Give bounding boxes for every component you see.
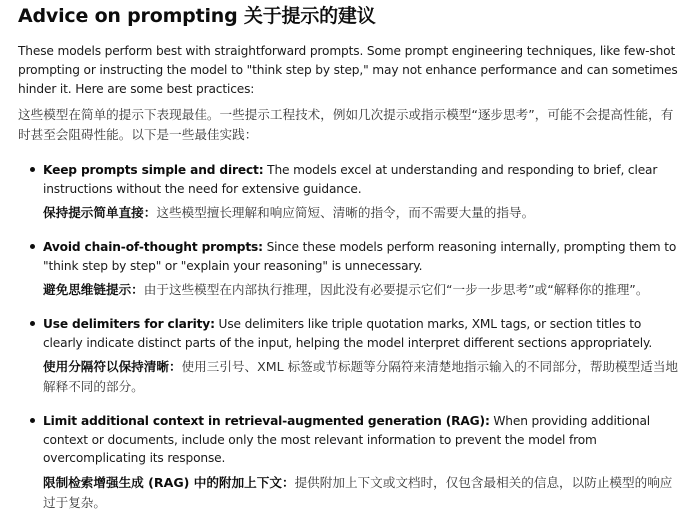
practice-body-zh: 提供附加上下文或文档时，仅包含最相关的信息，以防止模型的响应过于复杂。 (43, 474, 673, 510)
practice-english (43, 161, 683, 198)
bullet-icon (30, 321, 35, 326)
bullet-icon (30, 167, 35, 172)
page-title: Advice on prompting 关于提示的建议 (18, 5, 376, 27)
intro-paragraph-chinese: 这些模型在简单的提示下表现最佳。一些提示工程技术，例如几次提示或指示模型“逐步思考”，可能不会提高性能，有时甚至会阻碍性能。以下是一些最佳实践： (18, 107, 674, 142)
list-item-keep-prompts-simple (18, 161, 690, 223)
practice-heading-zh: 避免思维链提示： (43, 282, 144, 297)
practice-body: The models excel at understanding and responding to brief, clear instructions without the need for extensive guidance. (43, 163, 658, 196)
practice-body: Use delimiters like triple quotation marks, XML tags, or section titles to clearly indicate distinct parts of the input, helping the model interpret different sections appropriately. (43, 317, 653, 350)
best-practices-list (18, 161, 690, 513)
bullet-icon (30, 244, 35, 249)
practice-english (43, 238, 683, 275)
practice-chinese (43, 357, 678, 397)
practice-heading: Avoid chain-of-thought prompts: (43, 240, 263, 254)
practice-heading: Use delimiters for clarity: (43, 317, 215, 331)
practice-heading: Limit additional context in retrieval-augmented generation (RAG): (43, 414, 490, 428)
practice-body: When providing additional context or documents, include only the most relevant information to prevent the model from overcomplicating its response. (43, 414, 651, 465)
practice-body-zh: 这些模型擅长理解和响应简短、清晰的指令，而不需要大量的指导。 (156, 205, 535, 220)
practice-heading-zh: 保持提示简单直接： (43, 205, 157, 220)
intro-paragraph-english: These models perform best with straightforward prompts. Some prompt engineering techniques, like few-shot prompting or instructing the model to "think step by step," may not enhance performance and can sometimes hinder it. Here are some best practices: (18, 44, 678, 96)
practice-body: Since these models perform reasoning internally, prompting them to "think step by step" or "explain your reasoning" is unnecessary. (43, 240, 677, 273)
list-item-use-delimiters (18, 315, 690, 397)
practice-heading-zh: 限制检索增强生成 (RAG) 中的附加上下文： (43, 474, 295, 490)
practice-body-zh: 使用三引号、XML 标签或节标题等分隔符来清楚地指示输入的不同部分，帮助模型适当地解释不同的部分。 (43, 359, 679, 394)
practice-heading: Keep prompts simple and direct: (43, 163, 264, 177)
list-item-avoid-chain-of-thought (18, 238, 690, 300)
bullet-icon (30, 418, 35, 423)
practice-english (43, 315, 683, 352)
practice-heading-zh: 使用分隔符以保持清晰： (43, 359, 182, 374)
practice-english (43, 412, 683, 468)
list-item-limit-rag-context (18, 412, 690, 513)
practice-chinese (43, 203, 678, 223)
practice-body-zh: 由于这些模型在内部执行推理，因此没有必要提示它们“一步一步思考”或“解释你的推理”。 (143, 282, 649, 297)
practice-chinese (43, 280, 678, 300)
